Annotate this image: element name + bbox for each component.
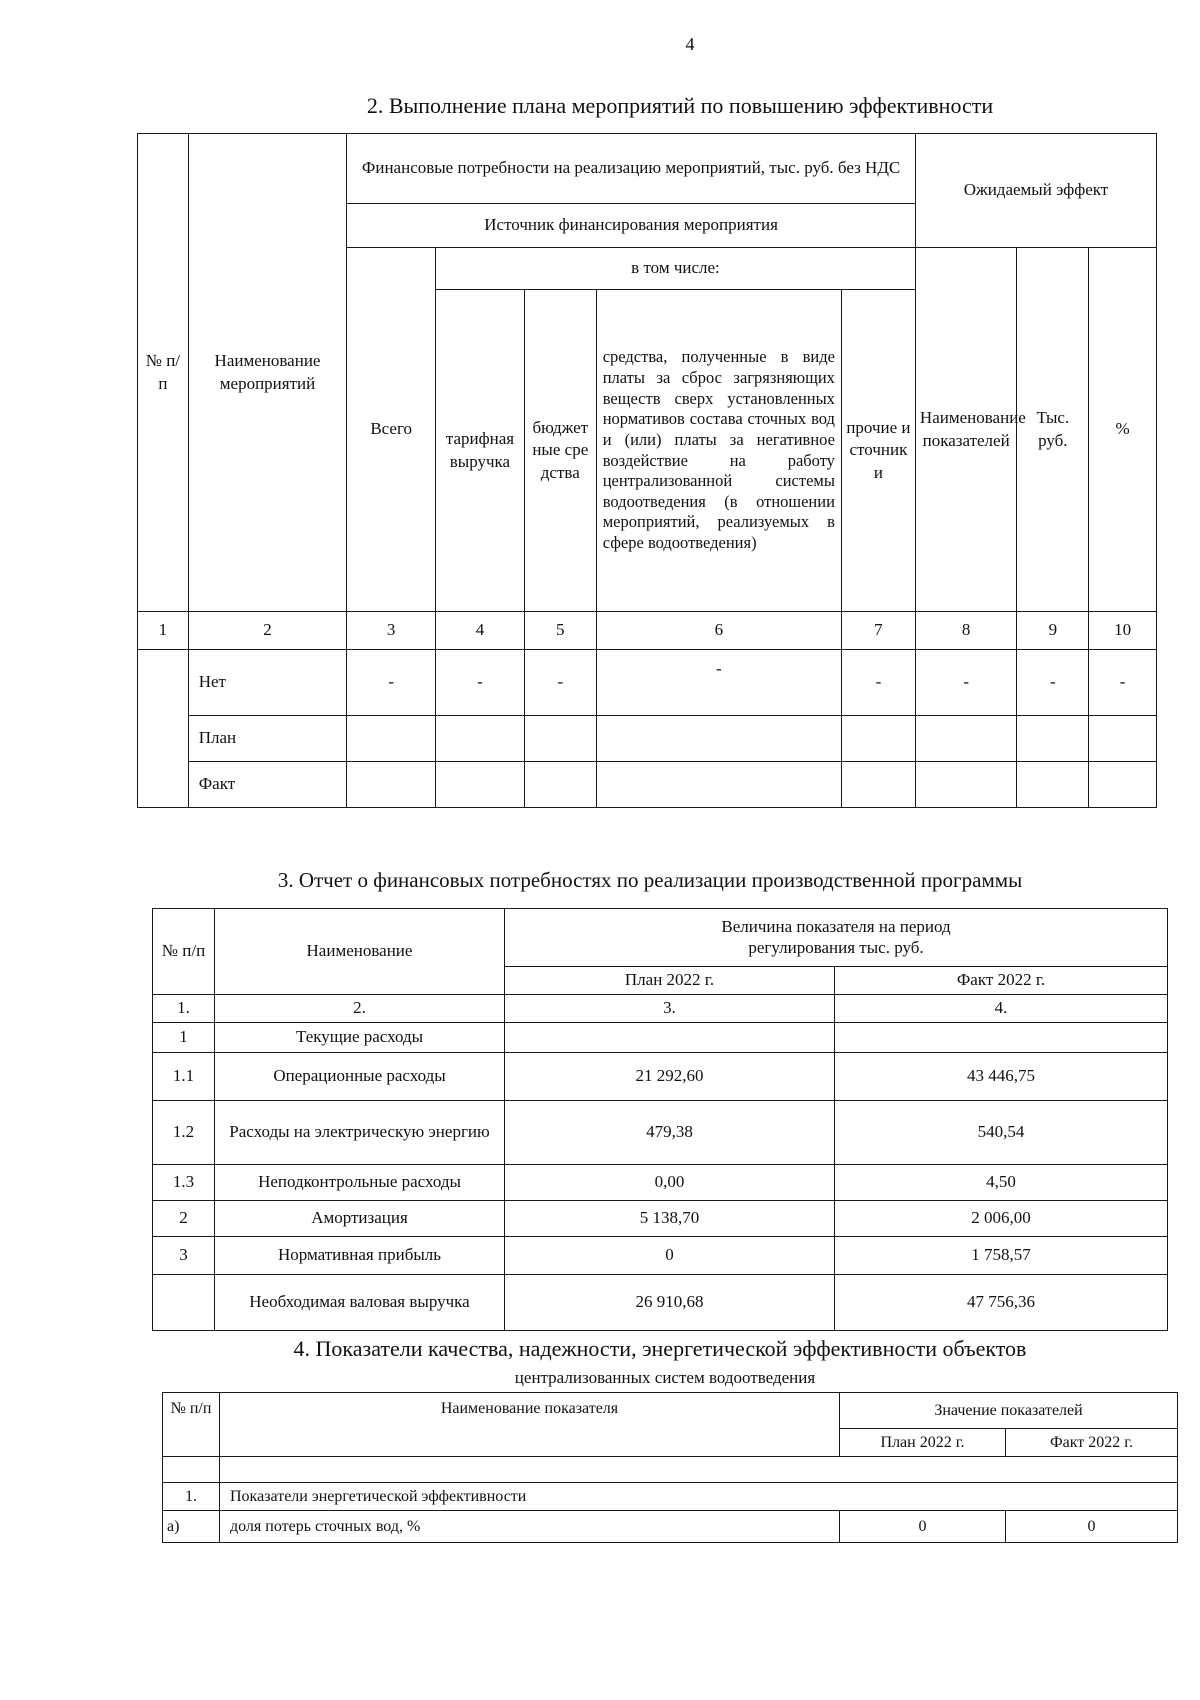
row-num-cell xyxy=(138,650,189,808)
row-plan xyxy=(505,1023,835,1053)
header-num: № п/п xyxy=(153,909,215,995)
table-row xyxy=(153,1201,1168,1237)
row-label: Факт xyxy=(188,762,347,808)
row-fact: 0 xyxy=(1006,1511,1178,1543)
header-incl: в том числе: xyxy=(436,248,916,290)
header-plan: План 2022 г. xyxy=(505,967,835,995)
row-num: 1.2 xyxy=(153,1101,215,1165)
page-number: 4 xyxy=(685,34,695,54)
header-fact: Факт 2022 г. xyxy=(835,967,1168,995)
header-name: Наименование мероприятий xyxy=(188,134,347,612)
cell-value: - xyxy=(347,650,436,716)
row-label: Нет xyxy=(188,650,347,716)
table-row xyxy=(153,1053,1168,1101)
row-name: Текущие расходы xyxy=(215,1023,505,1053)
cell-value: - xyxy=(1089,650,1157,716)
header-total: Всего xyxy=(347,248,436,612)
header-name: Наименование xyxy=(215,909,505,995)
row-num: а) xyxy=(163,1511,220,1543)
header-fin-needs: Финансовые потребности на реализацию мероприятий, тыс. руб. без НДС xyxy=(347,134,916,204)
section-3-title: 3. Отчет о финансовых потребностях по реализации производственной программы xyxy=(277,868,1023,892)
cell-value xyxy=(915,716,1016,762)
cell-value xyxy=(915,762,1016,808)
cell-value: - xyxy=(436,650,525,716)
column-number: 2 xyxy=(188,612,347,650)
column-number: 5 xyxy=(524,612,596,650)
cell-value xyxy=(1089,716,1157,762)
column-number: 4 xyxy=(436,612,525,650)
cell-value: - xyxy=(915,650,1016,716)
header-percent: % xyxy=(1089,248,1157,612)
table-row xyxy=(153,1275,1168,1331)
header-plan: План 2022 г. xyxy=(840,1429,1006,1457)
cell-value: - xyxy=(596,650,841,716)
header-fact: Факт 2022 г. xyxy=(1006,1429,1178,1457)
header-effect: Ожидаемый эффект xyxy=(915,134,1156,248)
column-number: 7 xyxy=(841,612,915,650)
row-name: Операционные расходы xyxy=(215,1053,505,1101)
table-row xyxy=(138,650,1157,716)
row-num: 2 xyxy=(153,1201,215,1237)
header-other: прочие источники xyxy=(841,290,915,612)
cell-value xyxy=(1017,762,1089,808)
cell-value xyxy=(436,716,525,762)
quality-indicators-table xyxy=(162,1392,1178,1543)
column-number: 3 xyxy=(347,612,436,650)
column-number: 1 xyxy=(138,612,189,650)
efficiency-measures-table xyxy=(137,133,1157,808)
row-plan: 26 910,68 xyxy=(505,1275,835,1331)
header-indicator-name: Наименование показателей xyxy=(915,248,1016,612)
header-budget: бюджетные средства xyxy=(524,290,596,612)
empty-cell xyxy=(220,1457,1178,1483)
column-number: 4. xyxy=(835,995,1168,1023)
cell-value xyxy=(347,762,436,808)
header-fees: средства, полученные в виде платы за сброс загрязняющих веществ сверх установленных нормативов состава сточных вод и (или) платы за негативное воздействие на работу централизованной системы водоотведения (в отношении мероприятий, реализуемых в сфере водоотведения) xyxy=(596,290,841,612)
cell-value xyxy=(524,716,596,762)
column-number: 3. xyxy=(505,995,835,1023)
header-period-text: Величина показателя на период регулирования тыс. руб. xyxy=(721,917,951,957)
header-source: Источник финансирования мероприятия xyxy=(347,204,916,248)
section-2-title: 2. Выполнение плана мероприятий по повышению эффективности xyxy=(366,93,994,118)
row-fact: 2 006,00 xyxy=(835,1201,1168,1237)
cell-value xyxy=(524,762,596,808)
row-name: Нормативная прибыль xyxy=(215,1237,505,1275)
row-name: Неподконтрольные расходы xyxy=(215,1165,505,1201)
header-thousand-rub: Тыс. руб. xyxy=(1017,248,1089,612)
row-name: Показатели энергетической эффективности xyxy=(220,1483,1178,1511)
row-num: 1.3 xyxy=(153,1165,215,1201)
row-plan: 5 138,70 xyxy=(505,1201,835,1237)
cell-value xyxy=(596,716,841,762)
header-tariff: тарифная выручка xyxy=(436,290,525,612)
row-fact xyxy=(835,1023,1168,1053)
section-4-title: 4. Показатели качества, надежности, энергетической эффективности объектов xyxy=(293,1336,1027,1361)
row-plan: 0 xyxy=(840,1511,1006,1543)
cell-value: - xyxy=(841,650,915,716)
cell-value xyxy=(436,762,525,808)
table-row xyxy=(153,1165,1168,1201)
row-name: Амортизация xyxy=(215,1201,505,1237)
header-num: № п/п xyxy=(163,1393,220,1457)
column-number: 10 xyxy=(1089,612,1157,650)
row-name: Необходимая валовая выручка xyxy=(215,1275,505,1331)
row-fact: 1 758,57 xyxy=(835,1237,1168,1275)
cell-value xyxy=(1017,716,1089,762)
empty-cell xyxy=(163,1457,220,1483)
row-fact: 47 756,36 xyxy=(835,1275,1168,1331)
row-num xyxy=(153,1275,215,1331)
column-number: 1. xyxy=(153,995,215,1023)
row-plan: 0,00 xyxy=(505,1165,835,1201)
financial-needs-table xyxy=(152,908,1168,1331)
row-name: Расходы на электрическую энергию xyxy=(215,1101,505,1165)
cell-value xyxy=(347,716,436,762)
row-num: 1. xyxy=(163,1483,220,1511)
table-row xyxy=(153,1237,1168,1275)
cell-value xyxy=(841,716,915,762)
cell-value: - xyxy=(524,650,596,716)
header-period xyxy=(505,909,1168,967)
table-row xyxy=(138,762,1157,808)
row-num: 1.1 xyxy=(153,1053,215,1101)
table-row xyxy=(163,1483,1178,1511)
row-label: План xyxy=(188,716,347,762)
row-plan: 0 xyxy=(505,1237,835,1275)
column-number: 2. xyxy=(215,995,505,1023)
table-row xyxy=(138,716,1157,762)
row-num: 3 xyxy=(153,1237,215,1275)
table-row xyxy=(163,1511,1178,1543)
table-row xyxy=(153,1101,1168,1165)
row-plan: 21 292,60 xyxy=(505,1053,835,1101)
column-number: 9 xyxy=(1017,612,1089,650)
cell-value: - xyxy=(1017,650,1089,716)
row-fact: 540,54 xyxy=(835,1101,1168,1165)
header-values: Значение показателей xyxy=(840,1393,1178,1429)
row-fact: 43 446,75 xyxy=(835,1053,1168,1101)
row-name: доля потерь сточных вод, % xyxy=(220,1511,840,1543)
header-num: № п/п xyxy=(138,134,189,612)
column-number: 8 xyxy=(915,612,1016,650)
header-name: Наименование показателя xyxy=(220,1393,840,1457)
section-4-subtitle: централизованных систем водоотведения xyxy=(514,1368,816,1387)
cell-value xyxy=(1089,762,1157,808)
row-plan: 479,38 xyxy=(505,1101,835,1165)
row-num: 1 xyxy=(153,1023,215,1053)
column-number: 6 xyxy=(596,612,841,650)
cell-value xyxy=(596,762,841,808)
row-fact: 4,50 xyxy=(835,1165,1168,1201)
cell-value xyxy=(841,762,915,808)
table-row xyxy=(153,1023,1168,1053)
